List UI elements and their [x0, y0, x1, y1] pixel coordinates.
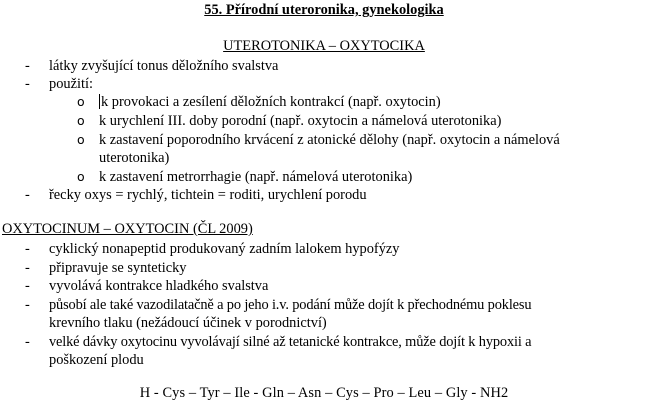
list-item-text: velké dávky oxytocinu vyvolávají silné až tetanické kontrakce, může dojít k hypoxii a — [49, 334, 532, 350]
page-title: 55. Přírodní uteroronika, gynekologika — [204, 2, 444, 18]
list-item-text: působí ale také vazodilatačně a po jeho i.v. podání může dojít k přechodnému poklesu — [49, 297, 532, 313]
list-item-text: vyvolává kontrakce hladkého svalstva — [49, 278, 269, 294]
sub-list-item-text — [99, 93, 645, 111]
bullet-marker: o — [77, 113, 85, 128]
dash-marker: - — [25, 187, 30, 203]
dash-marker: - — [25, 278, 30, 294]
peptide-formula: H - Cys – Tyr – Ile - Gln – Asn – Cys – Pro – Leu – Gly - NH2 — [139, 385, 509, 401]
dash-marker: - — [25, 241, 30, 257]
sub-list-item-text: k zastavení poporodního krvácení z atonické dělohy (např. oxytocin a námelová — [99, 132, 560, 148]
text-cursor — [99, 94, 100, 109]
bullet-marker: o — [77, 132, 85, 147]
dash-marker: - — [25, 297, 30, 313]
dash-marker: - — [25, 58, 30, 74]
sub-item-label: k provokaci a zesílení děložních kontrakcí (např. oxytocin) — [101, 94, 441, 110]
list-item-text-continued: krevního tlaku (nežádoucí účinek v porodnictví) — [49, 315, 327, 331]
list-item-text-continued: poškození plodu — [49, 352, 144, 368]
sub-list-item-text: k zastavení metrorrhagie (např. námelová uterotonika) — [99, 169, 413, 185]
section-heading-oxytocinum: OXYTOCINUM – OXYTOCIN (ČL 2009) — [2, 221, 253, 237]
bullet-marker: o — [77, 94, 85, 109]
list-item-text: látky zvyšující tonus děložního svalstva — [49, 58, 279, 74]
dash-marker: - — [25, 334, 30, 350]
list-item-text: použití: — [49, 76, 93, 92]
dash-marker: - — [25, 76, 30, 92]
bullet-marker: o — [77, 169, 85, 184]
list-item-text: připravuje se synteticky — [49, 260, 187, 276]
sub-list-item-text: k urychlení III. doby porodní (např. oxytocin a námelová uterotonika) — [99, 113, 502, 129]
section-heading-uterotonika: UTEROTONIKA – OXYTOCIKA — [223, 38, 425, 54]
sub-list-item-text-continued: uterotonika) — [99, 150, 170, 166]
list-item-text: řecky oxys = rychlý, tichtein = roditi, urychlení porodu — [49, 187, 367, 203]
dash-marker: - — [25, 260, 30, 276]
list-item-text: cyklický nonapeptid produkovaný zadním lalokem hypofýzy — [49, 241, 400, 257]
